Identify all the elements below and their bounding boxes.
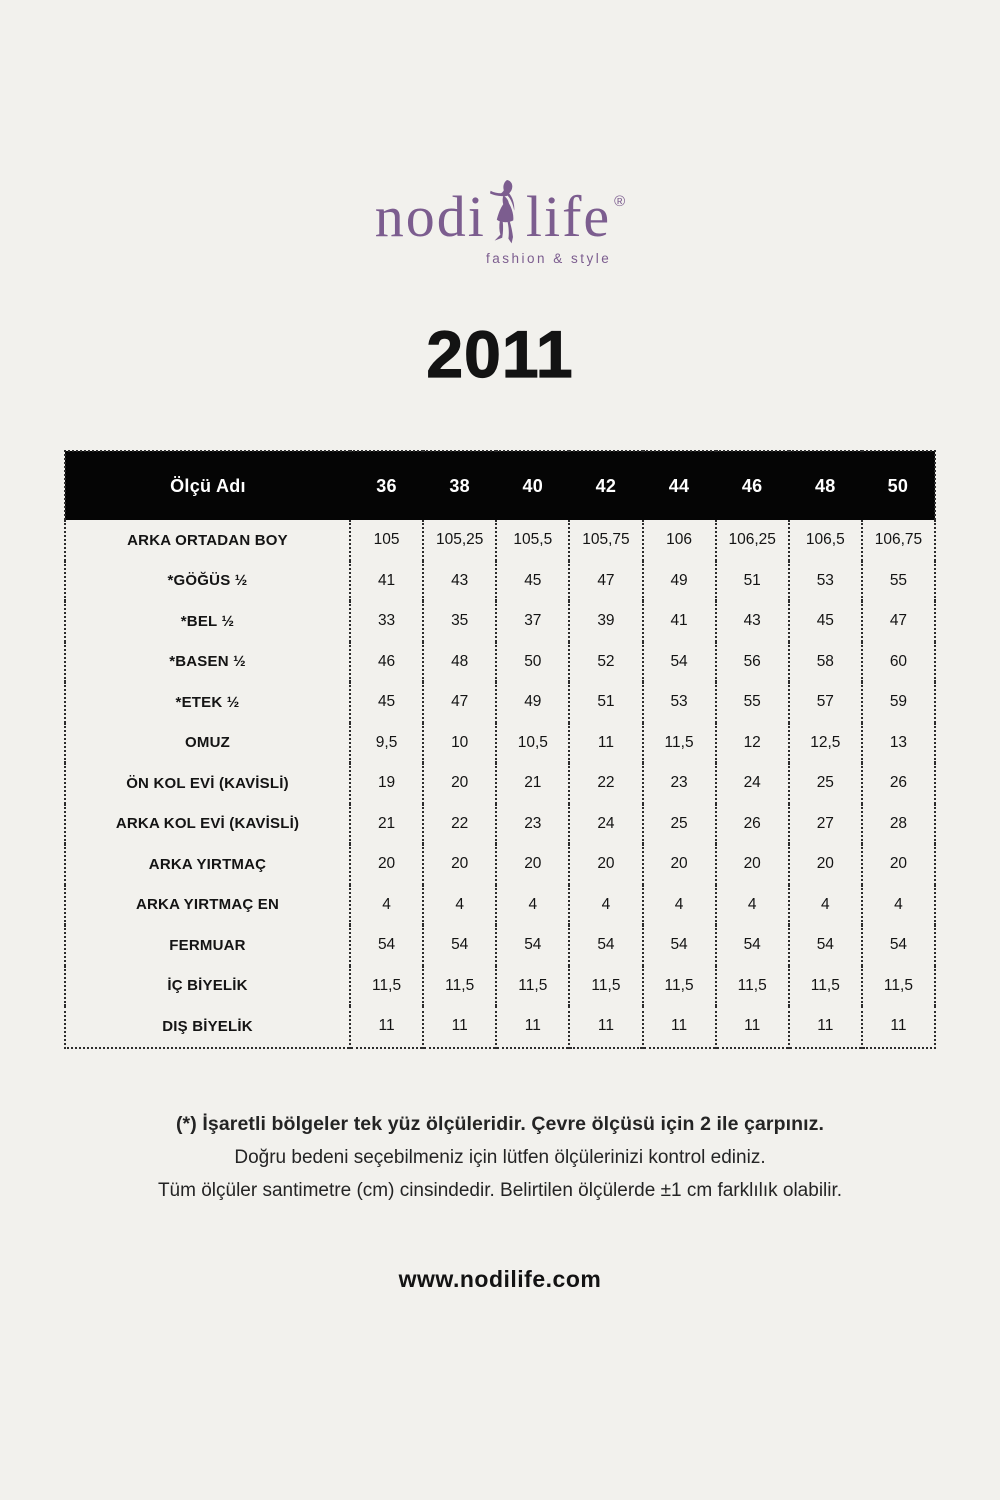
measurement-cell: 45 — [350, 682, 423, 723]
measurement-cell: 23 — [643, 763, 716, 804]
row-label: *GÖĞÜS ½ — [167, 572, 248, 590]
measurement-cell: 58 — [789, 642, 862, 683]
measurement-cell: 25 — [789, 763, 862, 804]
measurement-cell: 55 — [716, 682, 789, 723]
table-row — [65, 520, 935, 561]
table-row — [65, 561, 935, 602]
measurement-cell: 28 — [862, 804, 935, 845]
brand-logo-row — [374, 180, 626, 249]
measurement-cell: 4 — [789, 885, 862, 926]
brand-logo-box — [375, 180, 625, 266]
measurement-cell: 106,25 — [716, 520, 789, 561]
measurement-cell: 41 — [643, 601, 716, 642]
size-header-50: 50 — [862, 451, 935, 520]
measurement-cell: 10 — [423, 723, 496, 764]
logo-text-life: life — [525, 184, 612, 249]
measurement-cell: 49 — [496, 682, 569, 723]
row-label: ARKA ORTADAN BOY — [127, 531, 288, 549]
measurement-cell: 50 — [496, 642, 569, 683]
measurement-notes — [0, 1108, 1000, 1207]
measurement-cell: 105,25 — [423, 520, 496, 561]
measurement-cell: 33 — [350, 601, 423, 642]
row-label: *BASEN ½ — [169, 653, 246, 671]
measurement-cell: 25 — [643, 804, 716, 845]
measurement-cell: 11 — [569, 1006, 642, 1048]
measurement-cell: 19 — [350, 763, 423, 804]
table-row — [65, 885, 935, 926]
woman-silhouette-icon — [489, 180, 525, 246]
product-code: 2011 — [426, 317, 574, 391]
measurement-cell: 54 — [862, 925, 935, 966]
measurement-cell: 47 — [423, 682, 496, 723]
measurement-cell: 105 — [350, 520, 423, 561]
measurement-cell: 11 — [643, 1006, 716, 1048]
measurement-cell: 51 — [569, 682, 642, 723]
measurement-cell: 43 — [716, 601, 789, 642]
measurement-cell: 4 — [423, 885, 496, 926]
measurement-cell: 47 — [862, 601, 935, 642]
brand-logo — [0, 180, 1000, 268]
measurement-cell: 13 — [862, 723, 935, 764]
measurement-cell: 48 — [423, 642, 496, 683]
measurement-cell: 27 — [789, 804, 862, 845]
website-url: www.nodilife.com — [398, 1266, 602, 1292]
measurement-cell: 57 — [789, 682, 862, 723]
measurement-cell: 11 — [569, 723, 642, 764]
measurement-cell: 11,5 — [789, 966, 862, 1007]
measurement-cell: 46 — [350, 642, 423, 683]
row-label: DIŞ BİYELİK — [162, 1017, 253, 1035]
measurement-cell: 106,75 — [862, 520, 935, 561]
measurement-cell: 54 — [716, 925, 789, 966]
measurement-cell: 11,5 — [862, 966, 935, 1007]
measurement-cell: 20 — [569, 844, 642, 885]
measurement-cell: 54 — [569, 925, 642, 966]
logo-tagline: fashion & style — [485, 251, 612, 266]
size-header-38: 38 — [423, 451, 496, 520]
measurement-cell: 11,5 — [423, 966, 496, 1007]
note-line-1: (*) İşaretli bölgeler tek yüz ölçüleridir. Çevre ölçüsü için 2 ile çarpınız. — [175, 1113, 825, 1135]
measurement-cell: 9,5 — [350, 723, 423, 764]
measurement-cell: 4 — [350, 885, 423, 926]
measurement-cell: 26 — [862, 763, 935, 804]
measurement-cell: 20 — [423, 763, 496, 804]
measurement-cell: 43 — [423, 561, 496, 602]
measurement-cell: 11,5 — [569, 966, 642, 1007]
table-row — [65, 925, 935, 966]
table-row — [65, 966, 935, 1007]
measurement-cell: 4 — [496, 885, 569, 926]
table-row — [65, 763, 935, 804]
size-header-36: 36 — [350, 451, 423, 520]
note-line-3: Tüm ölçüler santimetre (cm) cinsindedir. Belirtilen ölçülerde ±1 cm farklılık olabilir. — [157, 1180, 843, 1201]
measurement-cell: 53 — [789, 561, 862, 602]
measurement-cell: 54 — [643, 642, 716, 683]
row-label: OMUZ — [185, 734, 230, 752]
measurement-cell: 26 — [716, 804, 789, 845]
size-header-40: 40 — [496, 451, 569, 520]
measurement-cell: 11,5 — [716, 966, 789, 1007]
measurement-cell: 51 — [716, 561, 789, 602]
measurement-cell: 22 — [423, 804, 496, 845]
measurement-cell: 54 — [423, 925, 496, 966]
measurement-cell: 20 — [496, 844, 569, 885]
measurement-cell: 24 — [716, 763, 789, 804]
measurement-cell: 20 — [862, 844, 935, 885]
table-row — [65, 642, 935, 683]
measurement-cell: 21 — [350, 804, 423, 845]
measurement-cell: 54 — [350, 925, 423, 966]
size-table-body — [65, 520, 935, 1048]
measurement-cell: 39 — [569, 601, 642, 642]
measurement-cell: 11 — [716, 1006, 789, 1048]
measurement-cell: 10,5 — [496, 723, 569, 764]
row-label: *ETEK ½ — [175, 693, 240, 711]
measurement-cell: 22 — [569, 763, 642, 804]
measurement-cell: 4 — [716, 885, 789, 926]
size-header-46: 46 — [716, 451, 789, 520]
table-row — [65, 682, 935, 723]
measurement-cell: 45 — [789, 601, 862, 642]
measurement-cell: 12,5 — [789, 723, 862, 764]
size-table — [64, 450, 936, 1049]
measurement-cell: 20 — [350, 844, 423, 885]
measurement-cell: 20 — [716, 844, 789, 885]
table-row — [65, 723, 935, 764]
measurement-cell: 20 — [789, 844, 862, 885]
row-label: İÇ BİYELİK — [167, 977, 248, 995]
measurement-cell: 4 — [569, 885, 642, 926]
measurement-cell: 59 — [862, 682, 935, 723]
measurement-cell: 23 — [496, 804, 569, 845]
measurement-cell: 54 — [496, 925, 569, 966]
size-header-44: 44 — [643, 451, 716, 520]
row-label: ARKA KOL EVİ (KAVİSLİ) — [115, 815, 300, 833]
measurement-cell: 24 — [569, 804, 642, 845]
measurement-cell: 4 — [643, 885, 716, 926]
row-label: ARKA YIRTMAÇ EN — [135, 896, 279, 914]
row-label: ÖN KOL EVİ (KAVİSLİ) — [126, 774, 289, 792]
measurement-cell: 54 — [789, 925, 862, 966]
measurement-cell: 11 — [496, 1006, 569, 1048]
measurement-cell: 41 — [350, 561, 423, 602]
size-table-header-row — [65, 451, 935, 520]
measurement-cell: 11,5 — [643, 966, 716, 1007]
row-label: FERMUAR — [169, 936, 246, 954]
size-header-42: 42 — [569, 451, 642, 520]
note-line-2: Doğru bedeni seçebilmeniz için lütfen ölçülerinizi kontrol ediniz. — [234, 1147, 766, 1168]
measurement-cell: 106,5 — [789, 520, 862, 561]
measurement-cell: 56 — [716, 642, 789, 683]
table-row — [65, 1006, 935, 1048]
registered-trademark-icon: ® — [614, 193, 626, 210]
table-row — [65, 804, 935, 845]
size-table-corner-header: Ölçü Adı — [65, 451, 350, 520]
measurement-cell: 4 — [862, 885, 935, 926]
measurement-cell: 105,75 — [569, 520, 642, 561]
row-label: ARKA YIRTMAÇ — [148, 855, 267, 873]
measurement-cell: 12 — [716, 723, 789, 764]
measurement-cell: 54 — [643, 925, 716, 966]
measurement-cell: 45 — [496, 561, 569, 602]
table-row — [65, 844, 935, 885]
measurement-cell: 11,5 — [350, 966, 423, 1007]
measurement-cell: 11 — [789, 1006, 862, 1048]
measurement-cell: 105,5 — [496, 520, 569, 561]
measurement-cell: 11,5 — [496, 966, 569, 1007]
measurement-cell: 21 — [496, 763, 569, 804]
measurement-cell: 11,5 — [643, 723, 716, 764]
measurement-cell: 20 — [643, 844, 716, 885]
measurement-cell: 20 — [423, 844, 496, 885]
measurement-cell: 49 — [643, 561, 716, 602]
measurement-cell: 60 — [862, 642, 935, 683]
measurement-cell: 47 — [569, 561, 642, 602]
measurement-cell: 11 — [423, 1006, 496, 1048]
table-row — [65, 601, 935, 642]
measurement-cell: 106 — [643, 520, 716, 561]
measurement-cell: 11 — [350, 1006, 423, 1048]
measurement-cell: 53 — [643, 682, 716, 723]
measurement-cell: 52 — [569, 642, 642, 683]
measurement-cell: 55 — [862, 561, 935, 602]
measurement-cell: 11 — [862, 1006, 935, 1048]
size-header-48: 48 — [789, 451, 862, 520]
row-label: *BEL ½ — [180, 612, 235, 630]
logo-text-nodi: nodi — [374, 184, 486, 249]
measurement-cell: 37 — [496, 601, 569, 642]
measurement-cell: 35 — [423, 601, 496, 642]
size-table-head — [65, 451, 935, 520]
